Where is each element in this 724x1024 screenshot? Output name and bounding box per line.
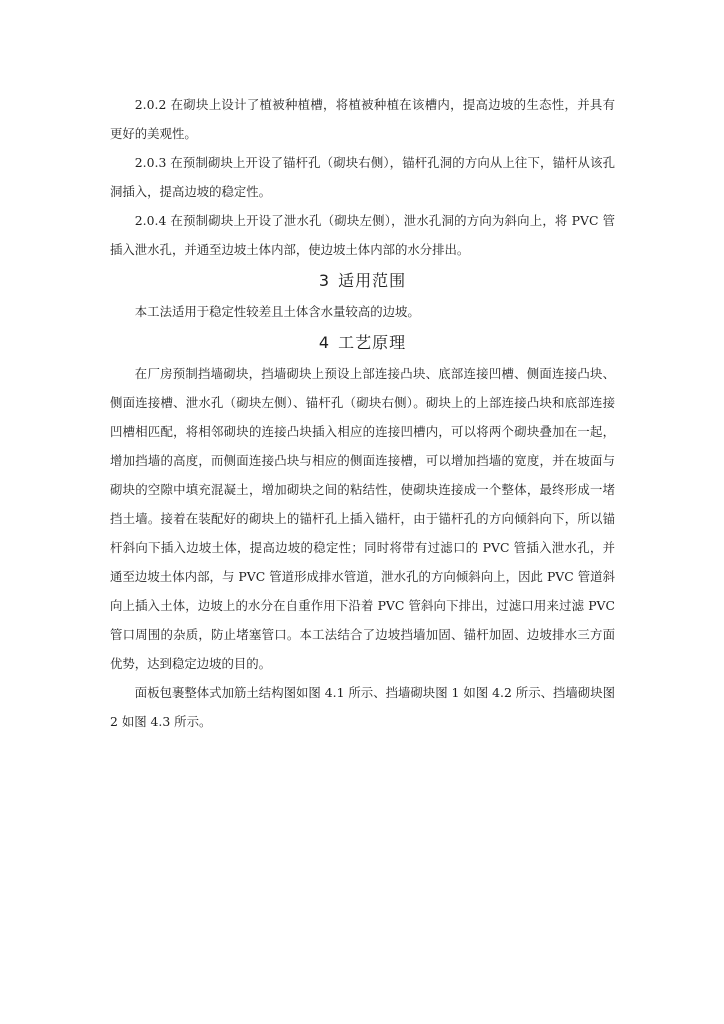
clause-2-0-4: 2.0.4 在预制砌块上开设了泄水孔（砌块左侧），泄水孔洞的方向为斜向上，将 PVC 管插入泄水孔，并通至边坡土体内部，使边坡土体内部的水分排出。: [110, 213, 615, 257]
section-3-text: 本工法适用于稳定性较差且土体含水量较高的边坡。: [134, 304, 420, 319]
section-3-heading: [110, 265, 615, 297]
section-4-title: 工艺原理: [338, 333, 407, 352]
section-4-paragraph-2: 面板包裹整体式加筋土结构图如图 4.1 所示、挡墙砌块图 1 如图 4.2 所示、挡墙砌块图 2 如图 4.3 所示。: [110, 685, 615, 729]
section-4-paragraph-1: 在厂房预制挡墙砌块，挡墙砌块上预设上部连接凸块、底部连接凹槽、侧面连接凸块、侧面连接槽、泄水孔（砌块左侧）、锚杆孔（砌块右侧）。砌块上的上部连接凸块和底部连接凹槽相匹配，将相邻砌块的连接凸块插入相应的连接凹槽内，可以将两个砌块叠加在一起，增加挡墙的高度，而侧面连接凸块与相应的侧面连接槽，可以增加挡墙的宽度，并在坡面与砌块的空隙中填充混凝土，增加砌块之间的粘结性，使砌块连接成一个整体，最终形成一堵挡土墙。接着在装配好的砌块上的锚杆孔上插入锚杆，由于锚杆孔的方向倾斜向下，所以锚杆斜向下插入边坡土体，提高边坡的稳定性；同时将带有过滤口的 PVC 管插入泄水孔，并通至边坡土体内部，与 PVC 管道形成排水管道，泄水孔的方向倾斜向上，因此 PVC 管道斜向上插入土体，边坡上的水分在自重作用下沿着 PVC 管斜向下排出，过滤口用来过滤 PVC 管口周围的杂质，防止堵塞管口。本工法结合了边坡挡墙加固、锚杆加固、边坡排水三方面优势，达到稳定边坡的目的。: [110, 366, 615, 671]
section-3-number: 3: [318, 271, 331, 290]
section-3-title: 适用范围: [338, 271, 407, 290]
section-4-heading: [110, 327, 615, 359]
clause-2-0-2: 2.0.2 在砌块上设计了植被种植槽，将植被种植在该槽内，提高边坡的生态性，并具有更好的美观性。: [110, 97, 615, 141]
clause-2-0-3: 2.0.3 在预制砌块上开设了锚杆孔（砌块右侧），锚杆孔洞的方向从上往下，锚杆从该孔洞插入，提高边坡的稳定性。: [110, 155, 615, 199]
page-content: [110, 90, 615, 736]
section-4-number: 4: [318, 333, 331, 352]
